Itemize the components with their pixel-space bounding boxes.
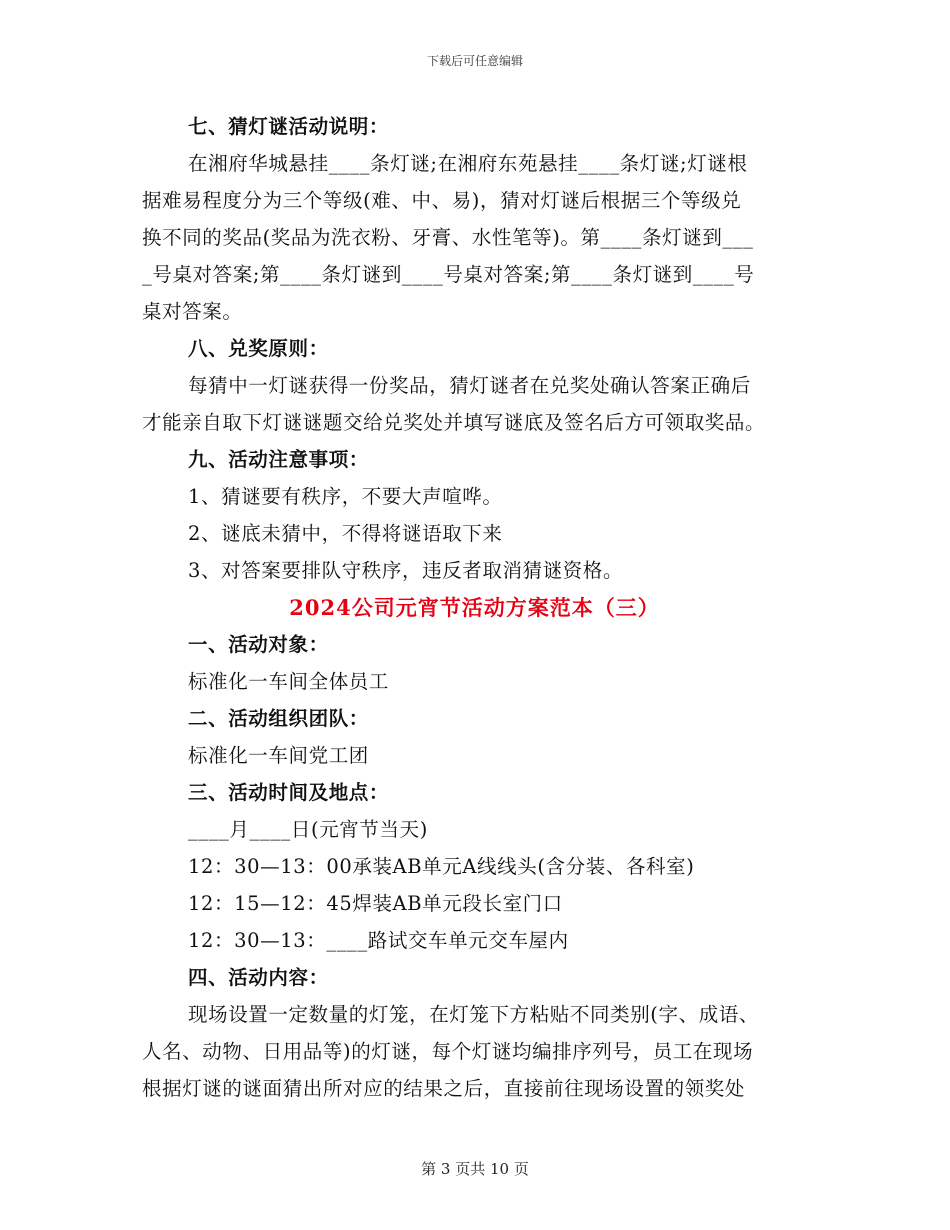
list-item: 1、猜谜要有秩序，不要大声喧哗。 [188, 485, 503, 508]
schedule-line: 12：15—12：45焊装AB单元段长室门口 [188, 892, 563, 915]
paragraph-line: 在湘府华城悬挂____条灯谜;在湘府东苑悬挂____条灯谜;灯谜根 [188, 152, 748, 175]
schedule-line: 12：30—13：00承装AB单元A线线头(含分装、各科室) [188, 855, 695, 878]
paragraph-line: 现场设置一定数量的灯笼，在灯笼下方粘贴不同类别(字、成语、 [188, 1003, 760, 1026]
paragraph-line: 每猜中一灯谜获得一份奖品，猜灯谜者在兑奖处确认答案正确后 [188, 374, 751, 397]
paragraph-line: 标准化一车间党工团 [188, 744, 369, 767]
section-heading: 四、活动内容： [188, 966, 329, 989]
document-title: 2024公司元宵节活动方案范本（三） [289, 595, 660, 620]
paragraph-line: 才能亲自取下灯谜谜题交给兑奖处并填写谜底及签名后方可领取奖品。 [142, 411, 766, 434]
page-number: 第 3 页共 10 页 [421, 1160, 529, 1178]
list-item: 3、对答案要排队守秩序，违反者取消猜谜资格。 [188, 559, 624, 582]
section-heading: 一、活动对象： [188, 633, 329, 656]
section-heading: 八、兑奖原则： [188, 337, 329, 360]
paragraph-line: 桌对答案。 [142, 300, 243, 323]
section-heading: 七、猜灯谜活动说明： [188, 115, 390, 138]
document-body [142, 108, 807, 1107]
paragraph-line: 根据灯谜的谜面猜出所对应的结果之后，直接前往现场设置的领奖处 [142, 1077, 746, 1100]
paragraph-line: 人名、动物、日用品等)的灯谜，每个灯谜均编排序列号，员工在现场 [142, 1040, 754, 1063]
paragraph-line: 换不同的奖品(奖品为洗衣粉、牙膏、水性笔等)。第____条灯谜到___ [142, 226, 754, 249]
schedule-line: ____月____日(元宵节当天) [188, 818, 428, 841]
page-header-note: 下载后可任意编辑 [426, 54, 523, 68]
schedule-line: 12：30—13：____路试交车单元交车屋内 [188, 929, 569, 952]
section-heading: 二、活动组织团队： [188, 707, 369, 730]
paragraph-line: 标准化一车间全体员工 [188, 670, 390, 693]
section-heading: 九、活动注意事项： [188, 448, 369, 471]
section-heading: 三、活动时间及地点： [188, 781, 390, 804]
list-item: 2、谜底未猜中，不得将谜语取下来 [188, 522, 503, 545]
paragraph-line: 据难易程度分为三个等级(难、中、易)，猜对灯谜后根据三个等级兑 [142, 189, 742, 212]
paragraph-line: _号桌对答案;第____条灯谜到____号桌对答案;第____条灯谜到____号 [142, 263, 755, 286]
